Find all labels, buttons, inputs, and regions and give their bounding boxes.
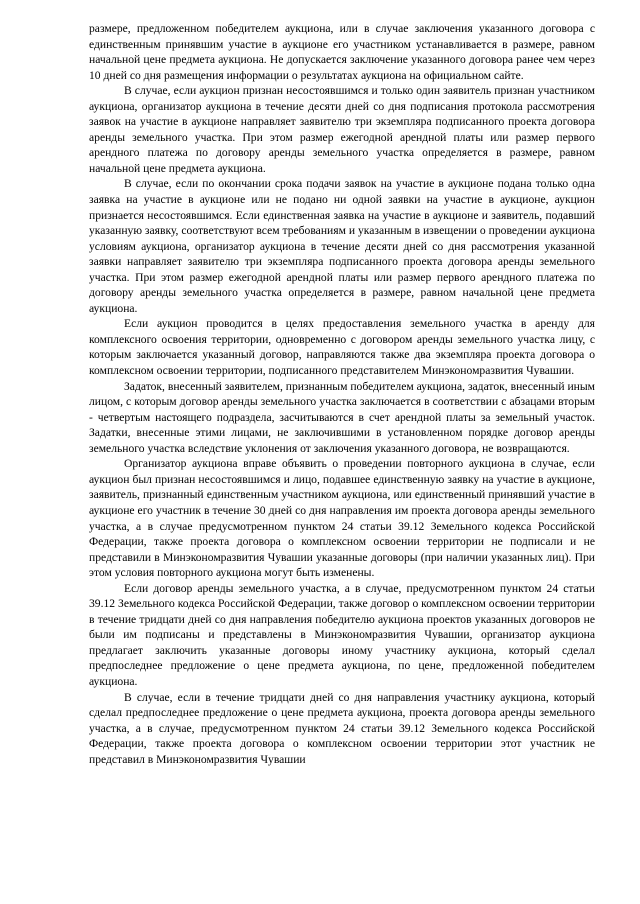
paragraph: размере, предложенном победителем аукциона, или в случае заключения указанного договора с единственным принявшим участие в аукционе его участником устанавливается в размере, равном начальной цене предмета аукциона. Не допускается заключение указанного договора ранее чем через 10 дней со дня размещения информации о результатах аукциона на официальном сайте. (89, 22, 595, 82)
paragraph: В случае, если по окончании срока подачи заявок на участие в аукционе подана только одна заявка на участие в аукционе или не подано ни одной заявки на участие в аукционе, аукцион признается несостоявшимся. Если единственная заявка на участие в аукционе и заявитель, подавший указанную заявку, соответствуют всем требованиям и указанным в извещении о проведении аукциона условиям аукциона, организатор аукциона в течение десяти дней со дня рассмотрения указанной заявки направляет заявителю три экземпляра подписанного проекта договора аренды земельного участка. При этом размер ежегодной арендной платы или размер первого арендного платежа по договору аренды земельного участка определяется в размере, равном начальной цене предмета аукциона. (89, 177, 595, 315)
paragraph: Задаток, внесенный заявителем, признанным победителем аукциона, задаток, внесенный иным лицом, с которым договор аренды земельного участка заключается в соответствии с абзацами вторым - четвертым настоящего подраздела, засчитываются в счет арендной платы за земельный участок. Задатки, внесенные этими лицами, не заключившими в установленном порядке договор аренды земельного участка вследствие уклонения от заключения указанного договора, не возвращаются. (89, 379, 595, 455)
paragraph: Если аукцион проводится в целях предоставления земельного участка в аренду для комплексного освоения территории, одновременно с договором аренды земельного участка лицу, с которым заключается указанный договор, направляются также два экземпляра проекта договора о комплексном освоении территории, подписанного представителем Минэкономразвития Чувашии. (89, 317, 595, 378)
document-page (89, 21, 595, 767)
paragraph: В случае, если аукцион признан несостоявшимся и только один заявитель признан участником аукциона, организатор аукциона в течение десяти дней со дня подписания протокола рассмотрения заявок на участие в аукционе направляет заявителю три экземпляра подписанного проекта договора аренды земельного участка. При этом размер ежегодной арендной платы или размер первого арендного платежа по договору аренды земельного участка определяется в размере, равном начальной цене предмета аукциона. (89, 84, 595, 175)
paragraph: Организатор аукциона вправе объявить о проведении повторного аукциона в случае, если аукцион был признан несостоявшимся и лицо, подавшее единственную заявку на участие в аукционе, заявитель, признанный единственным участником аукциона, или единственный принявший участие в аукционе его участник в течение 30 дней со дня направления им проекта договора аренды земельного участка, а в случае предусмотренном пунктом 24 статьи 39.12 Земельного кодекса Российской Федерации, также проекта договора о комплексном освоении территории не подписали и не представили в Минэкономразвития Чувашии указанные договоры (при наличии указанных лиц). При этом условия повторного аукциона могут быть изменены. (89, 457, 595, 580)
paragraph: Если договор аренды земельного участка, а в случае, предусмотренном пунктом 24 статьи 39.12 Земельного кодекса Российской Федерации, также договор о комплексном освоении территории в течение тридцати дней со дня направления победителю аукциона проектов указанных договоров не были им подписаны и представлены в Минэкономразвития Чувашии, организатор аукциона предлагает заключить указанные договоры иному участнику аукциона, который сделал предпоследнее предложение о цене предмета аукциона, по цене, предложенной победителем аукциона. (89, 581, 595, 688)
paragraph: В случае, если в течение тридцати дней со дня направления участнику аукциона, который сделал предпоследнее предложение о цене предмета аукциона, проекта договора аренды земельного участка, а в случае, предусмотренном пунктом 24 статьи 39.12 Земельного кодекса Российской Федерации, также проекта договора о комплексном освоении территории этот участник не представил в Минэкономразвития Чувашии (89, 690, 595, 766)
